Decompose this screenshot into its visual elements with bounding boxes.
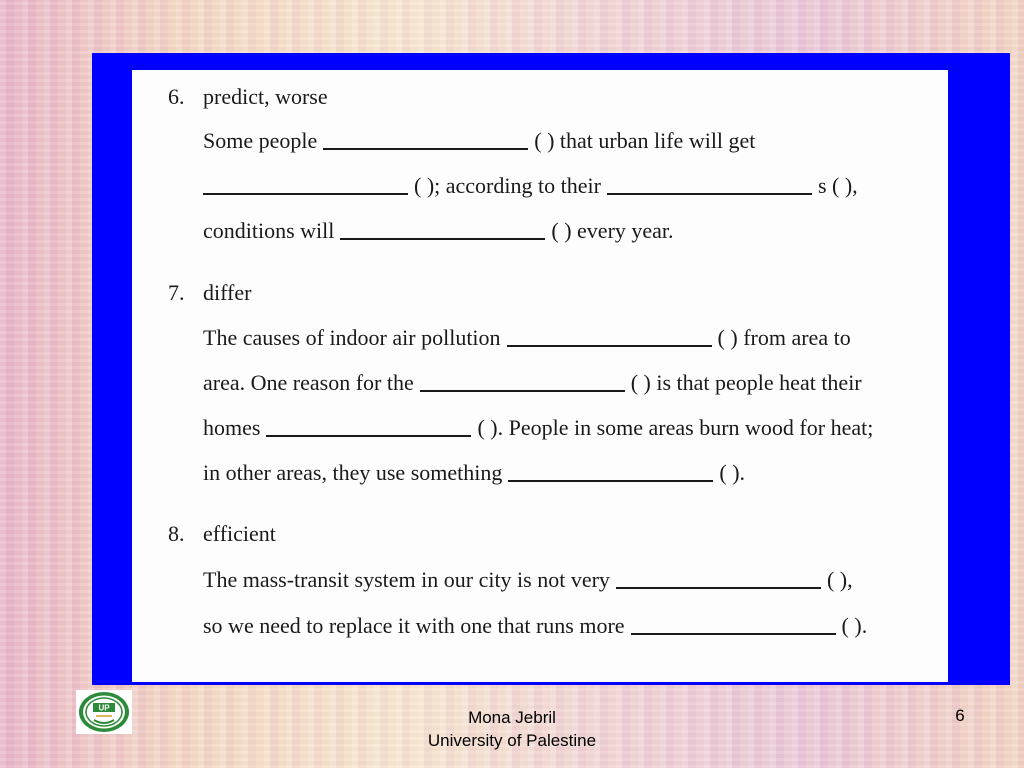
item-6-line-3 [203, 218, 933, 244]
line-text: conditions will [203, 218, 335, 243]
item-7-line-3 [203, 415, 933, 441]
item-number: 8. [168, 521, 185, 546]
slide-page-number: 6 [955, 706, 965, 725]
item-8-line-1 [203, 567, 933, 593]
answer-blank [323, 148, 528, 150]
item-7-line-2 [203, 370, 933, 396]
line-text: ( ). [719, 460, 746, 485]
answer-blank [631, 633, 836, 635]
item-7-line-4 [203, 460, 933, 486]
answer-blank [508, 480, 713, 482]
line-text: ( ), [826, 567, 853, 592]
line-text: s ( ), [817, 173, 858, 198]
answer-blank [203, 193, 408, 195]
answer-blank [607, 193, 812, 195]
logo-text: UP [98, 703, 110, 713]
exercise-item-6-heading [168, 84, 928, 110]
answer-blank [340, 238, 545, 240]
line-text: homes [203, 415, 261, 440]
item-word: efficient [203, 521, 276, 546]
university-seal-icon [76, 690, 132, 734]
line-text: ( ); according to their [414, 173, 601, 198]
footer-author: Mona Jebril [468, 708, 556, 727]
item-6-line-1 [203, 128, 933, 154]
line-text: in other areas, they use something [203, 460, 503, 485]
line-text: ( ) from area to [717, 325, 851, 350]
answer-blank [266, 435, 471, 437]
answer-blank [420, 390, 625, 392]
footer-institution: University of Palestine [427, 731, 597, 750]
line-text: ( ). [841, 613, 868, 638]
exercise-item-8-heading [168, 521, 928, 547]
line-text: so we need to replace it with one that runs more [203, 613, 625, 638]
item-word: differ [203, 280, 252, 305]
line-text: Some people [203, 128, 318, 153]
line-text: ( ). People in some areas burn wood for heat; [477, 415, 874, 440]
line-text: area. One reason for the [203, 370, 414, 395]
item-8-line-2 [203, 613, 933, 639]
university-logo [76, 690, 132, 734]
line-text: ( ) that urban life will get [534, 128, 756, 153]
line-text: ( ) every year. [551, 218, 674, 243]
item-7-line-1 [203, 325, 933, 351]
exercise-item-7-heading [168, 280, 928, 306]
answer-blank [507, 345, 712, 347]
answer-blank [616, 587, 821, 589]
item-6-line-2 [203, 173, 933, 199]
line-text: The mass-transit system in our city is not very [203, 567, 610, 592]
line-text: ( ) is that people heat their [630, 370, 862, 395]
item-word: predict, worse [203, 84, 328, 109]
item-number: 7. [168, 280, 185, 305]
line-text: The causes of indoor air pollution [203, 325, 501, 350]
item-number: 6. [168, 84, 185, 109]
